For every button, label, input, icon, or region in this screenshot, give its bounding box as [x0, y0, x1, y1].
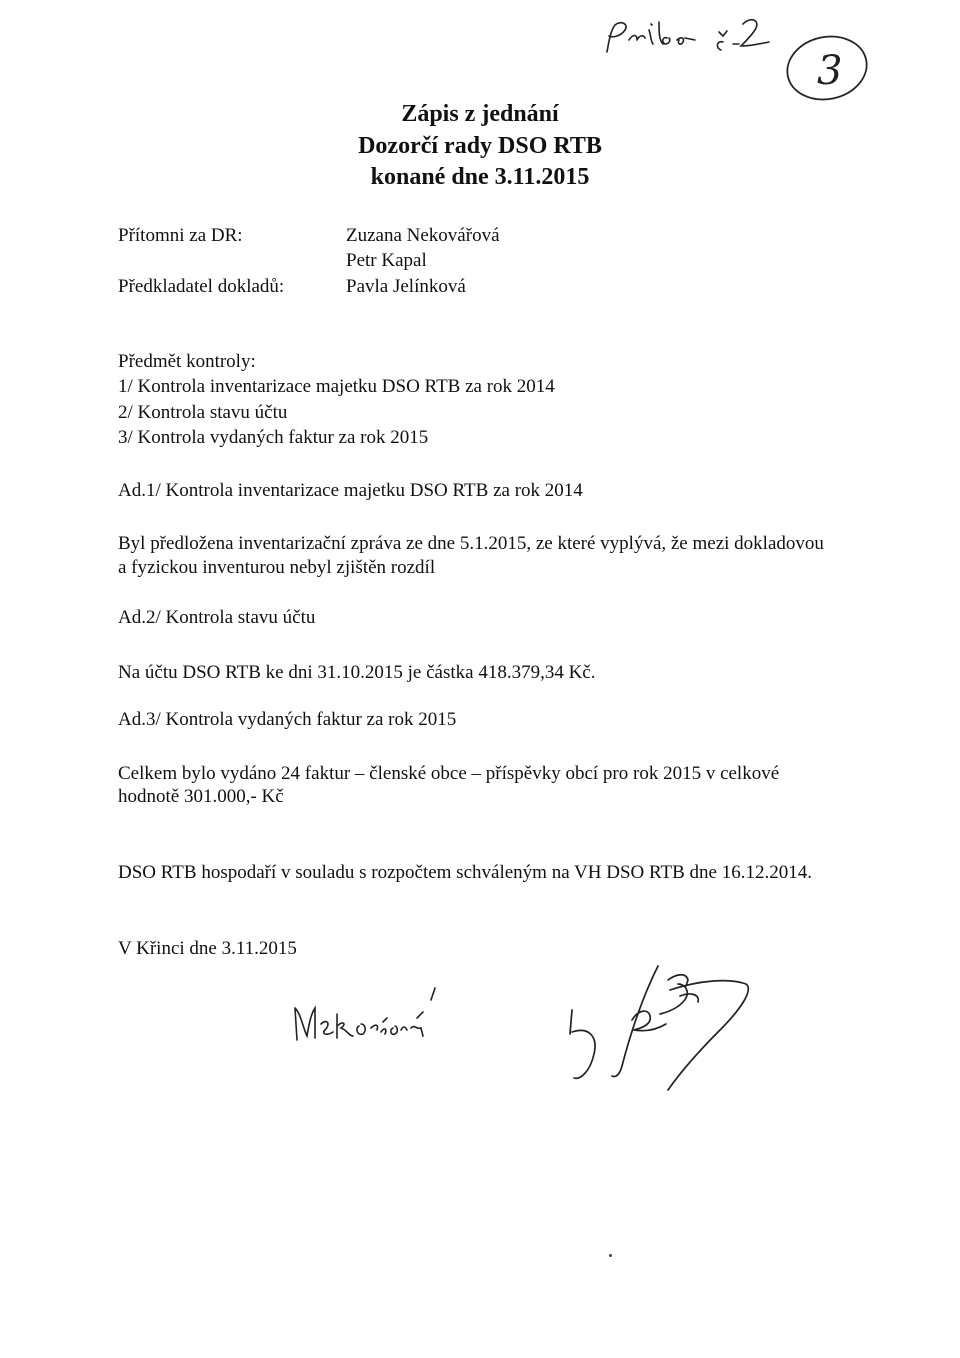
member-name: Zuzana Nekovářová [346, 225, 500, 246]
submitter-name: Pavla Jelínková [346, 276, 466, 297]
section-heading: Ad.1/ Kontrola inventarizace majetku DSO RTB za rok 2014 [118, 480, 583, 501]
member-name: Petr Kapal [346, 250, 427, 271]
signature-left [275, 978, 475, 1058]
section-text: a fyzickou inventurou nebyl zjištěn rozdíl [118, 557, 436, 578]
submitter-label: Předkladatel dokladů: [118, 276, 285, 297]
handwritten-annotation [585, 10, 875, 110]
present-label: Přítomni za DR: [118, 225, 243, 246]
conclusion-text: DSO RTB hospodaří v souladu s rozpočtem schváleným na VH DSO RTB dne 16.12.2014. [118, 862, 812, 883]
section-text: Celkem bylo vydáno 24 faktur – členské obce – příspěvky obcí pro rok 2015 v celkové [118, 763, 780, 784]
section-text: hodnotě 301.000,- Kč [118, 786, 284, 807]
section-text: Byl předložena inventarizační zpráva ze dne 5.1.2015, ze které vyplývá, že mezi dokladovou [118, 533, 824, 554]
section-heading: Ad.3/ Kontrola vydaných faktur za rok 2015 [118, 709, 457, 730]
subject-item: 2/ Kontrola stavu účtu [118, 402, 288, 423]
section-text: Na účtu DSO RTB ke dni 31.10.2015 je částka 418.379,34 Kč. [118, 662, 596, 683]
subject-item: 1/ Kontrola inventarizace majetku DSO RTB za rok 2014 [118, 376, 555, 397]
title-line-1: Zápis z jednání [401, 101, 559, 127]
signature-right [550, 950, 790, 1100]
section-heading: Ad.2/ Kontrola stavu účtu [118, 607, 316, 628]
circled-number: 3 [817, 48, 843, 94]
subject-heading: Předmět kontroly: [118, 351, 256, 372]
place-date: V Křinci dne 3.11.2015 [118, 938, 297, 959]
scan-speck [609, 1254, 612, 1257]
title-line-2: Dozorčí rady DSO RTB [358, 133, 602, 159]
subject-item: 3/ Kontrola vydaných faktur za rok 2015 [118, 427, 429, 448]
title-line-3: konané dne 3.11.2015 [370, 164, 590, 190]
